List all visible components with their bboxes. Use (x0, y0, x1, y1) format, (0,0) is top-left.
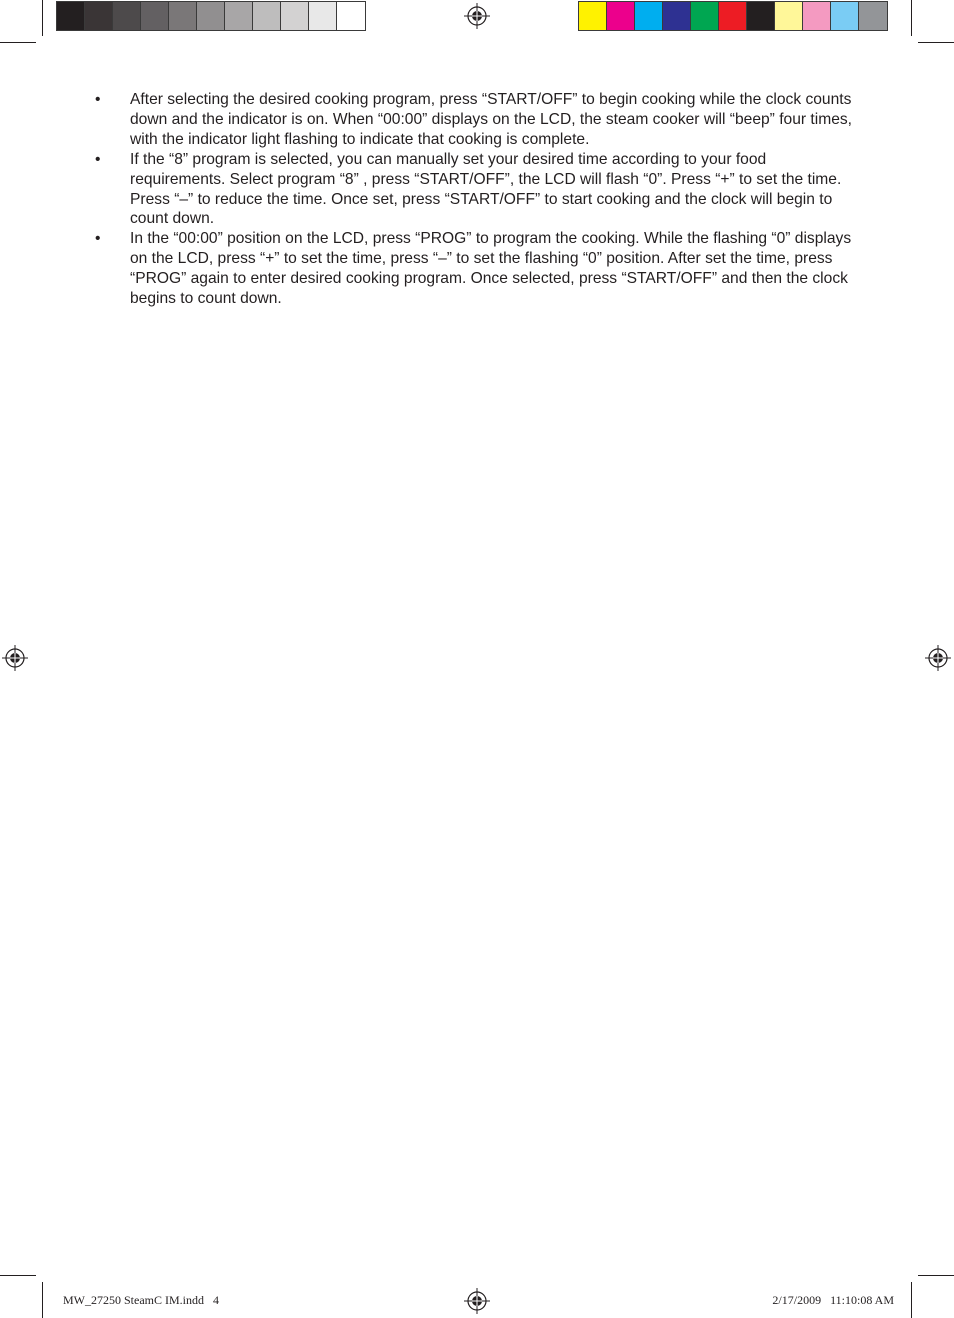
crop-mark-top-left-vertical (42, 0, 43, 36)
bullet: • (95, 230, 101, 248)
color-swatch (747, 2, 775, 30)
registration-mark-icon (464, 1288, 490, 1314)
color-swatch (197, 2, 225, 30)
bullet: • (95, 91, 101, 108)
list-item (95, 90, 865, 150)
registration-mark-icon (464, 3, 490, 29)
instruction-text: If the “8” program is selected, you can manually set your desired time according to your food requirements. Select program “8” , press “START/OFF”, the LCD will flash “0”. Press “+” to set the time. Press “–” to reduce the time. Once set, press “START/OFF” to start cooking and the clock will begin to count down. (130, 150, 842, 228)
color-swatch (635, 2, 663, 30)
color-swatch (831, 2, 859, 30)
instruction-list (95, 90, 865, 309)
color-swatch (579, 2, 607, 30)
list-item (95, 229, 865, 309)
slug-timestamp: 2/17/2009 11:10:08 AM (772, 1293, 894, 1307)
crop-mark-top-left-horizontal (0, 42, 36, 43)
color-swatch (113, 2, 141, 30)
crop-mark-bottom-right-vertical (911, 1282, 912, 1318)
color-swatch (57, 2, 85, 30)
crop-mark-top-right-vertical (911, 0, 912, 36)
instruction-text: In the “00:00” position on the LCD, press “PROG” to program the cooking. While the flashing “0” displays on the LCD, press “+” to set the time, press “–” to set the flashing “0” position. After set the time, press “PROG” again to enter desired cooking program. Once selected, press “START/OFF” and then the clock begins to count down. (130, 230, 852, 308)
color-swatch (85, 2, 113, 30)
crop-mark-top-right-horizontal (918, 42, 954, 43)
grayscale-color-bar (56, 1, 366, 31)
crop-mark-bottom-left-horizontal (0, 1275, 36, 1276)
color-swatch (663, 2, 691, 30)
crop-mark-bottom-right-horizontal (918, 1275, 954, 1276)
color-swatch (803, 2, 831, 30)
color-swatch (859, 2, 887, 30)
color-swatch (253, 2, 281, 30)
registration-mark-icon (2, 645, 28, 671)
color-swatch (691, 2, 719, 30)
color-swatch (281, 2, 309, 30)
process-color-bar (578, 1, 888, 31)
color-swatch (225, 2, 253, 30)
color-swatch (719, 2, 747, 30)
registration-mark-icon (925, 645, 951, 671)
color-swatch (607, 2, 635, 30)
color-swatch (337, 2, 365, 30)
color-swatch (309, 2, 337, 30)
color-swatch (141, 2, 169, 30)
slug-filename: MW_27250 SteamC IM.indd 4 (63, 1293, 219, 1307)
list-item (95, 150, 865, 230)
bullet: • (95, 150, 101, 168)
color-swatch (775, 2, 803, 30)
instruction-text: After selecting the desired cooking program, press “START/OFF” to begin cooking while the clock counts down and the indicator is on. When “00:00” displays on the LCD, the steam cooker will “beep” four times, with the indicator light flashing to indicate that cooking is complete. (130, 91, 853, 148)
crop-mark-bottom-left-vertical (42, 1282, 43, 1318)
color-swatch (169, 2, 197, 30)
